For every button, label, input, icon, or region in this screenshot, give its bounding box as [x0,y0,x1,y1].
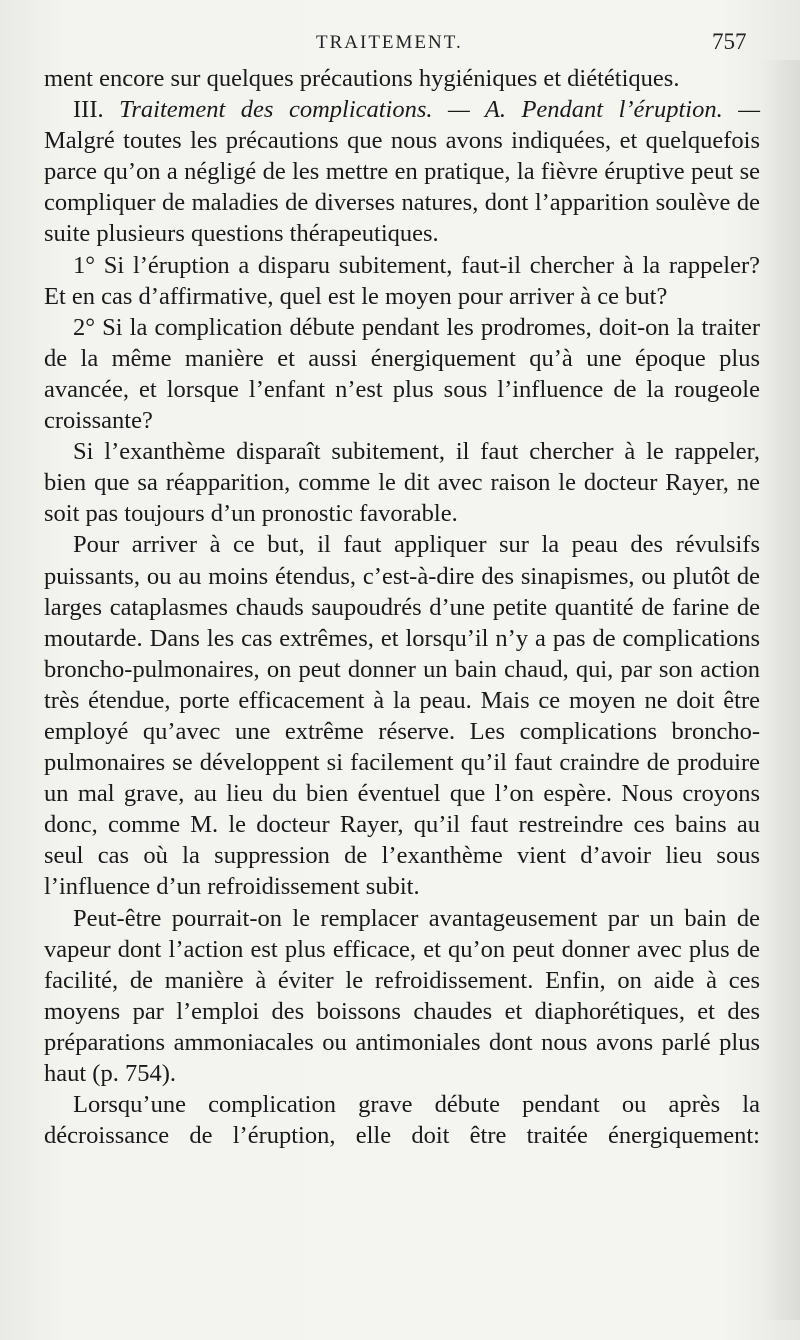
paragraph-section-heading [44,94,760,249]
section-title: Traitement des complications. — A. Pendant l’éruption. — [119,96,760,124]
paragraph: Peut-être pourrait-on le remplacer avantageusement par un bain de vapeur dont l’action est plus efficace, et qu’on peut donner avec plus de facilité, de manière à éviter le refroidissement. Enfin, on aide à ces moyens par l’emploi des boissons chaudes et diaphorétiques, et des préparations ammoniacales ou antimoniales dont nous avons parlé plus haut (p. 754). [44,904,760,1087]
paragraph-final: Lorsqu’une complication grave débute pendant ou après la décroissance de l’éruption, elle doit être traitée énergiquement: [44,1091,760,1150]
paragraph-continuation: ment encore sur quelques précautions hygiéniques et diététiques. [44,65,680,92]
page-number: 757 [712,29,747,54]
section-numeral: III. [73,96,120,124]
paragraph: Si l’exanthème disparaît subitement, il faut chercher à le rappeler, bien que sa réapparition, comme le dit avec raison le docteur Rayer, ne soit pas toujours d’un pronostic favorable. [44,438,760,528]
paragraph: Pour arriver à ce but, il faut appliquer sur la peau des révulsifs puissants, ou au moins étendus, c’est-à-dire des sinapismes, ou plutôt de larges cataplasmes chauds saupoudrés d’une petite quantité de farine de moutarde. Dans les cas extrêmes, et lorsqu’il n’y a pas de complications broncho-pulmonaires, on peut donner un bain chaud, qui, par son action très étendue, porte efficacement à la peau. Mais ce moyen ne doit être employé qu’avec une extrême réserve. Les complications broncho-pulmonaires se développent si facilement qu’il faut craindre de produire un mal grave, au lieu du bien éventuel que l’on espère. Nous croyons donc, comme M. le docteur Rayer, qu’il faut restreindre ces bains au seul cas où la suppression de l’exanthème vient d’avoir lieu sous l’influence d’un refroidissement subit. [44,531,760,901]
section-text: Malgré toutes les précautions que nous avons indiquées, et quelquefois parce qu’on a négligé de les mettre en pratique, la fièvre éruptive peut se compliquer de maladies de diverses natures, dont l’apparition soulève de suite plusieurs questions thérapeutiques. [44,127,760,248]
running-head [0,29,800,60]
running-head-title: TRAITEMENT. [316,32,463,53]
paragraph-question-2: 2° Si la complication débute pendant les prodromes, doit-on la traiter de la même manière et aussi énergiquement qu’à une époque plus avancée, et lorsque l’enfant n’est plus sous l’influence de la rougeole croissante? [44,313,760,435]
body-text [44,63,760,1151]
paragraph-question-1: 1° Si l’éruption a disparu subitement, faut-il chercher à la rappeler? Et en cas d’affirmative, quel est le moyen pour arriver à ce but? [44,251,760,310]
bleed-through-shadow [760,60,800,1320]
